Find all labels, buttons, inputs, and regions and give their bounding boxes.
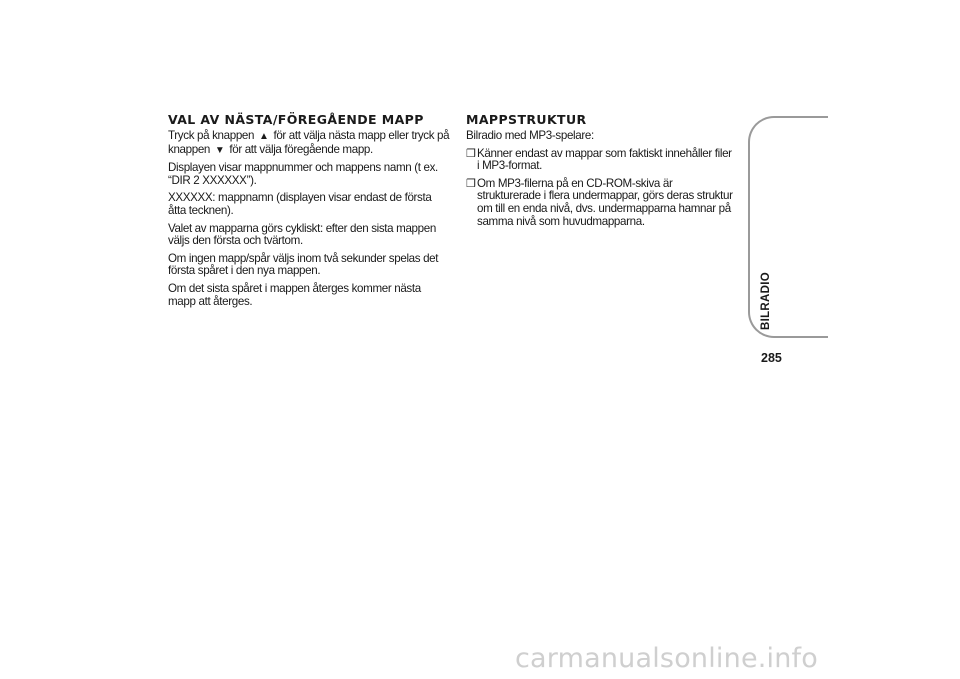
section-heading-folder-select: VAL AV NÄSTA/FÖREGÅENDE MAPP	[168, 112, 424, 127]
paragraph-cyclic: Valet av mapparna görs cykliskt: efter den sista mappen väljs den första och tvärtom.	[168, 221, 436, 248]
down-arrow-icon: ▼	[214, 144, 225, 156]
checkbox-bullet-icon: ❒	[466, 147, 476, 160]
paragraph-timeout: Om ingen mapp/spår väljs inom två sekunder spelas det första spåret i den nya mappen.	[168, 251, 439, 278]
paragraph-intro: Bilradio med MP3-spelare:	[466, 129, 594, 142]
list-item-text: Känner endast av mappar som faktiskt innehåller filer i MP3-format.	[477, 146, 732, 173]
section-tab-text: BILRADIO	[760, 272, 772, 330]
paragraph-text: för att välja föregående mapp.	[229, 142, 373, 156]
paragraph-buttons	[168, 130, 450, 157]
checkbox-bullet-icon: ❒	[466, 177, 476, 190]
paragraph-last-track: Om det sista spåret i mappen återges kommer nästa mapp att återges.	[168, 281, 421, 308]
paragraph-display: Displayen visar mappnummer och mappens namn (t ex. “DIR 2 XXXXXX”).	[168, 161, 438, 187]
paragraph-text: för att välja nästa mapp eller tryck på knappen	[168, 129, 450, 156]
list-item	[466, 178, 736, 228]
left-column	[168, 113, 450, 313]
paragraph-folder-name: XXXXXX: mappnamn (displayen visar endast de första åtta tecknen).	[168, 191, 432, 217]
list-item-text: Om MP3-filerna på en CD-ROM-skiva är strukturerade i flera undermappar, görs deras struktur om till en enda nivå, dvs. undermapparna hamnar på samma nivå som huvudmapparna.	[477, 176, 733, 228]
section-heading-folder-structure: MAPPSTRUKTUR	[466, 112, 587, 127]
paragraph-text: Tryck på knappen	[168, 129, 255, 142]
up-arrow-icon: ▲	[259, 131, 269, 142]
watermark: carmanualsonline.info	[515, 643, 818, 674]
bullet-list	[466, 148, 736, 229]
page-number: 285	[761, 351, 782, 365]
right-column	[466, 113, 736, 233]
list-item	[466, 148, 736, 173]
